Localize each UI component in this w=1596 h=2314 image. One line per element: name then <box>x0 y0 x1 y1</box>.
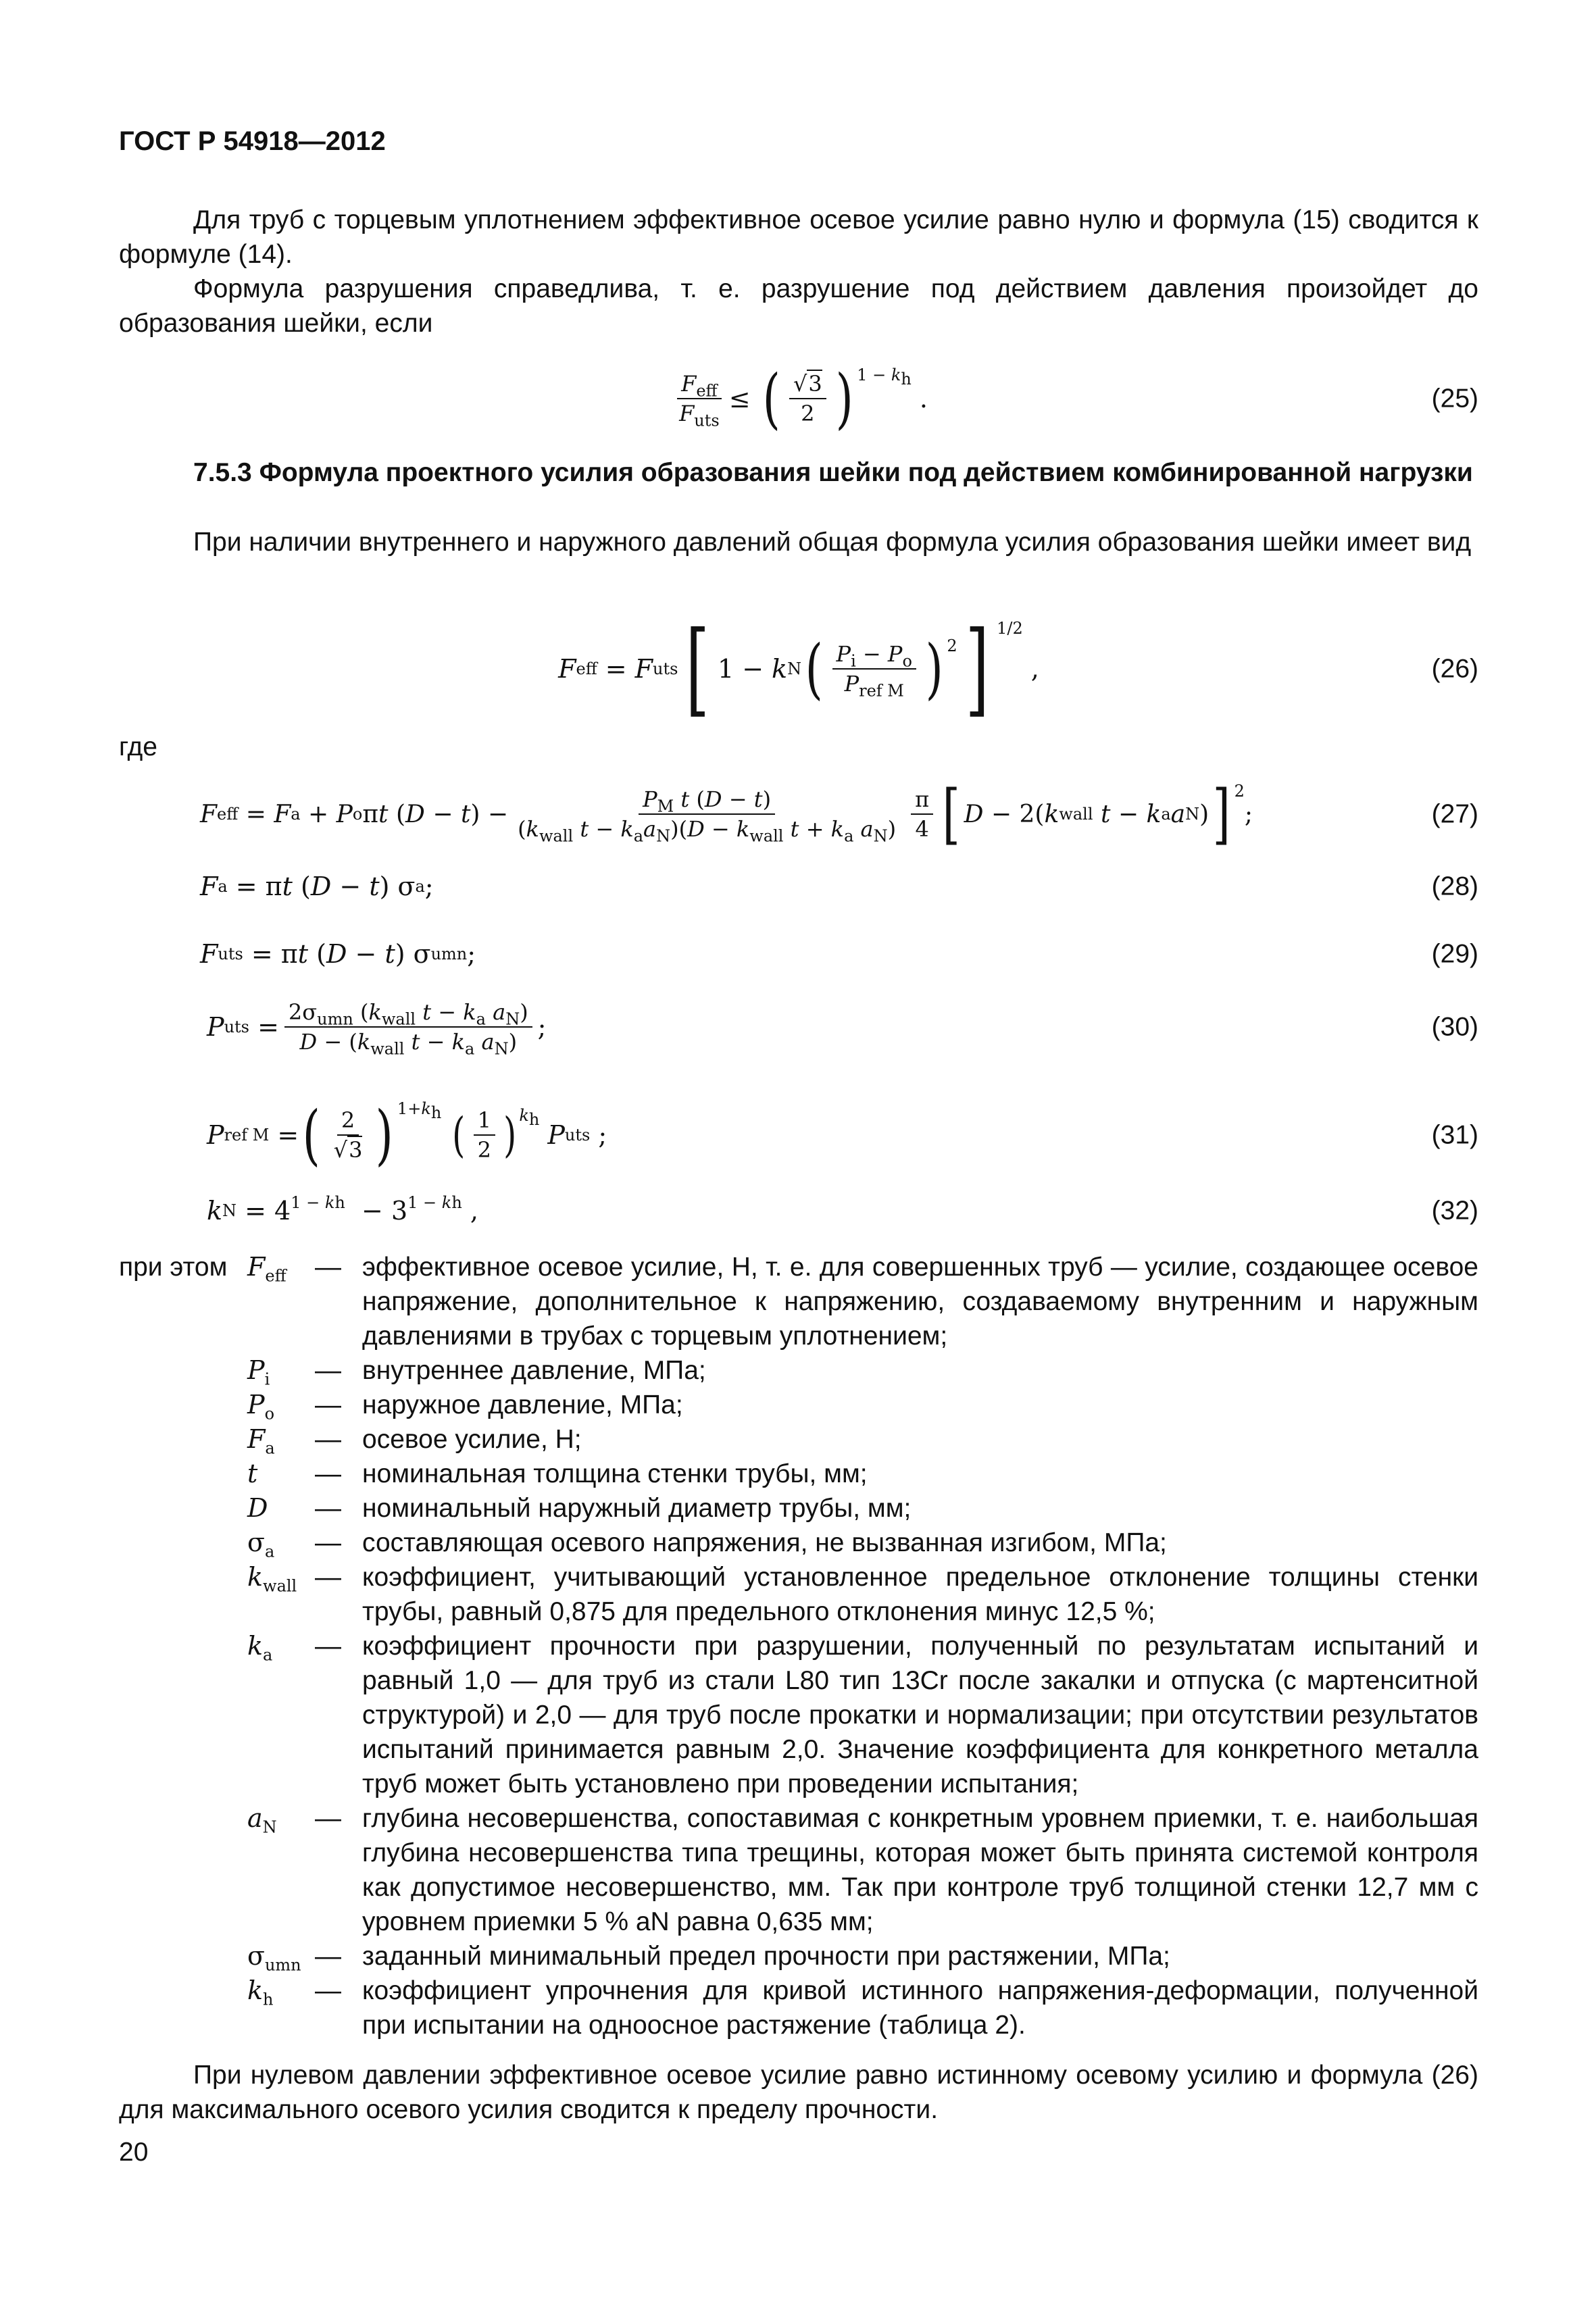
definition-item: D — номинальный наружный диаметр трубы, мм; <box>247 1493 912 1523</box>
page-number: 20 <box>119 2138 149 2167</box>
paragraph-1: Для труб с торцевым уплотнением эффективное осевое усилие равно нулю и формула (15) сводится к формуле (14). <box>119 205 1478 269</box>
final-paragraph: При нулевом давлении эффективное осевое усилие равно истинному осевому усилию и формула (26) для максимального осевого усилия сводится к пределу прочности. <box>119 2061 1478 2124</box>
equation-27: F eff = F a + P o π t ( D − t ) − $\frac{P_M t (D - t)}{(k_{wall} t - k_aa_N)(D - k_{wall} t + k_a a_N)}$ $\frac{\pi}{4}$ [ D − 2( k wall t − k a a N ) ] $^2$ ; (27) <box>200 776 1478 852</box>
definitions-list <box>119 1250 1478 2042</box>
equation-number-29: (29) <box>1431 939 1478 969</box>
equation-29: F uts = π t ( D − t ) σ umn ; (29) <box>119 927 1478 981</box>
definitions-intro: при этом <box>119 1253 228 1282</box>
equation-number-25: (25) <box>1431 384 1478 413</box>
definition-item: $a_N$ — глубина несовершенства, сопоставимая с конкретным уровнем приемки, т. е. наибольшая глубина несовершенства типа трещины, которая может быть принята системой контроля как допустимое несовершенство, мм. Так при контроле труб толщиной стенки 12,7 мм с уровнем приемки 5 % aN равна 0,635 мм; <box>247 1803 1478 1936</box>
definition-item: при этом $F_{eff}$ — эффективное осевое усилие, Н, т. е. для совершенных труб — усилие, создающее осевое напряжение, дополнительное к напряжению, создаваемому внутренним и наружным давлениями в трубах с торцевым уплотнением; <box>119 1250 1478 1353</box>
definition-item: $P_o$ — наружное давление, МПа; <box>247 1390 683 1424</box>
equation-26: F eff = F uts [ 1 − k N ( $\frac{P_i - P_o}{P_{ref M}}$ ) $^2$ ] $^{1/2}$ , (26) <box>558 610 1478 728</box>
definition-item: t — номинальная толщина стенки трубы, мм; <box>247 1459 868 1488</box>
equation-number-26: (26) <box>1431 654 1478 684</box>
paragraph-3: При наличии внутреннего и наружного давлений общая формула усилия образования шейки имеет вид <box>193 528 1472 557</box>
definition-item: $k_{wall}$ — коэффициент, учитывающий установленное предельное отклонение толщины стенки трубы, равный 0,875 для предельного отклонения минус 12,5 %; <box>247 1562 1478 1626</box>
equation-number-28: (28) <box>1431 872 1478 901</box>
equation-number-27: (27) <box>1431 799 1478 829</box>
definition-item: $\sigma_a$ — составляющая осевого напряжения, не вызванная изгибом, МПа; <box>247 1528 1167 1561</box>
definition-item: $k_h$ — коэффициент упрочнения для кривой истинного напряжения-деформации, полученной при испытании на одноосное растяжение (таблица 2). <box>247 1976 1478 2040</box>
section-heading-7-5-3: 7.5.3 Формула проектного усилия образования шейки под действием комбинированной нагрузки <box>193 458 1473 487</box>
where-label: где <box>119 732 157 761</box>
equation-number-31: (31) <box>1431 1120 1478 1150</box>
equation-32: k N = 4 $^{1 - k h}$ − 3 $^{1 - k h}$ , (32) <box>119 1184 1478 1238</box>
equation-30: P uts = $\frac{2\sigma_{umn} (k_{wall} t - k_a a_N)}{D - (k_{wall} t - k_a a_N)}$ ; (30) <box>207 999 1478 1059</box>
equation-28: F a = π t ( D − t ) σ a ; (28) <box>119 859 1478 913</box>
paragraph-2: Формула разрушения справедлива, т. е. разрушение под действием давления произойдет до образования шейки, если <box>119 274 1478 338</box>
equation-number-30: (30) <box>1431 1012 1478 1042</box>
document-header: ГОСТ Р 54918—2012 <box>119 126 386 156</box>
definition-item: $k_a$ — коэффициент прочности при разрушении, полученный по результатам испытаний и равный 1,0 — для труб из стали L80 тип 13Cr после закалки и отпуска (с мартенситной структурой) и 2,0 — для труб после прокатки и нормализации; при отсутствии результатов испытаний принимается равным 2,0. Значение коэффициента для конкретного металла труб может быть установлено при проведении испытания; <box>247 1631 1478 1799</box>
definition-item: $P_i$ — внутреннее давление, МПа; <box>247 1355 706 1389</box>
equation-31: P ref M = ( $\frac{2}{√3}$ ) $^{1+k_h}$ ( $\frac{1}{2}$ ) $^{k_h}$ P uts ; (31) <box>207 1097 1478 1173</box>
equation-number-32: (32) <box>1431 1196 1478 1226</box>
equation-25: $\frac{F_{eff}}{F_{uts}}$ ≤ ( $\frac{√3}{2}$ ) $^{1 - k_h}$ . (25) <box>119 355 1478 443</box>
definition-item: $\sigma_{umn}$ — заданный минимальный предел прочности при растяжении, МПа; <box>247 1941 1170 1975</box>
definition-item: $F_a$ — осевое усилие, Н; <box>247 1424 582 1458</box>
